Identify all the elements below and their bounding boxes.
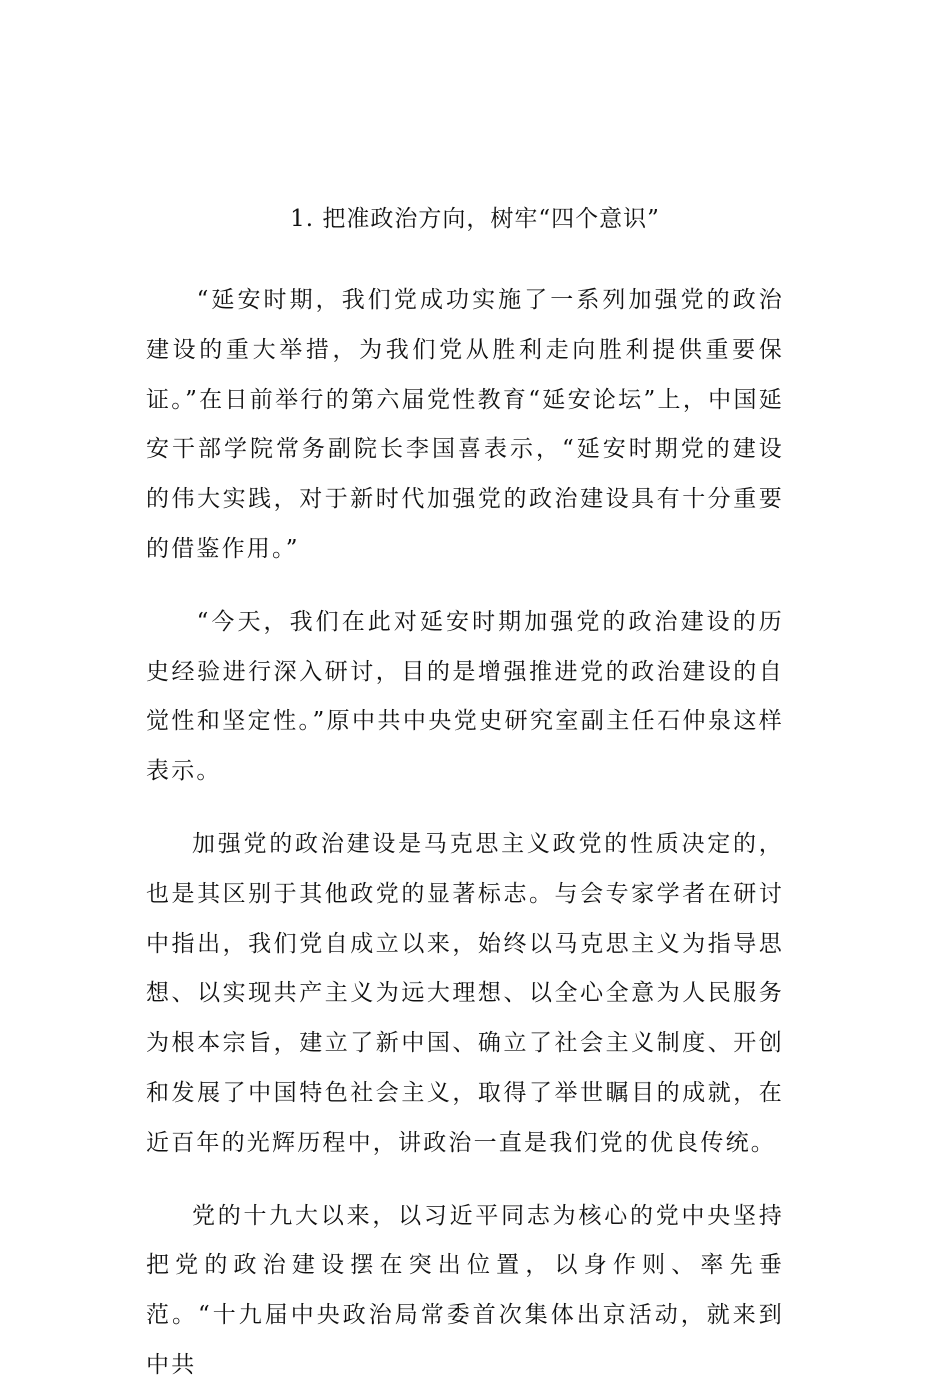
section-heading: 1. 把准政治方向，树牢“四个意识”	[290, 206, 660, 232]
paragraph-3: 加强党的政治建设是马克思主义政党的性质决定的，也是其区别于其他政党的显著标志。与会专家学者在研讨中指出，我们党自成立以来，始终以马克思主义为指导思想、以实现共产主义为远大理想、以全心全意为人民服务为根本宗旨，建立了新中国、确立了社会主义制度、开创和发展了中国特色社会主义，取得了举世瞩目的成就，在近百年的光辉历程中，讲政治一直是我们党的优良传统。	[146, 830, 784, 1156]
paragraph-1: “延安时期，我们党成功实施了一系列加强党的政治建设的重大举措，为我们党从胜利走向胜利提供重要保证。”在日前举行的第六届党性教育“延安论坛”上，中国延安干部学院常务副院长李国喜表示，“延安时期党的建设的伟大实践，对于新时代加强党的政治建设具有十分重要的借鉴作用。”	[146, 287, 784, 562]
paragraph-2: “今天，我们在此对延安时期加强党的政治建设的历史经验进行深入研讨，目的是增强推进党的政治建设的自觉性和坚定性。”原中共中央党史研究室副主任石仲泉这样表示。	[146, 608, 784, 785]
document-body	[146, 276, 784, 1391]
paragraph-4: 党的十九大以来，以习近平同志为核心的党中央坚持把党的政治建设摆在突出位置，以身作则、率先垂范。“十九届中央政治局常委首次集体出京活动，就来到中共	[146, 1202, 784, 1378]
